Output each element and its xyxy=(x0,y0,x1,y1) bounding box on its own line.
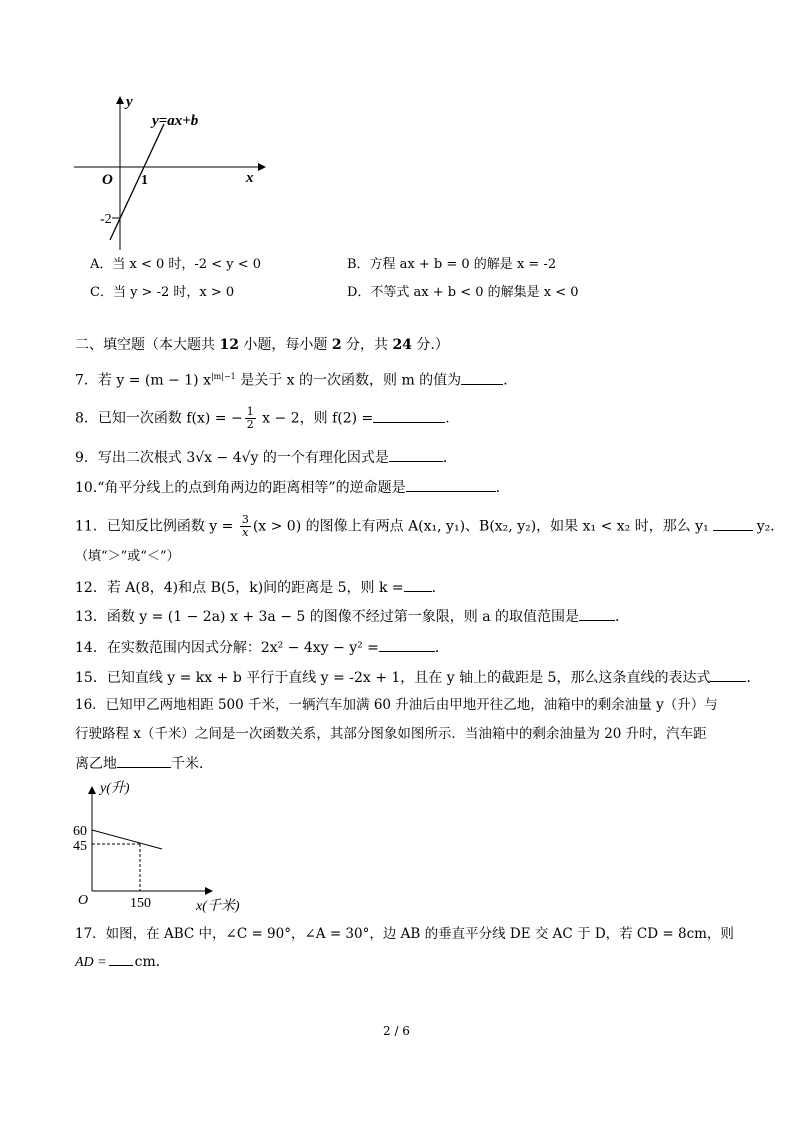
section-title: 二、填空题（本大题共 12 小题，每小题 2 分，共 24 分.） xyxy=(75,337,449,353)
tick-45: 45 xyxy=(73,839,87,854)
line-y-ax-b xyxy=(110,124,164,240)
question-11-note: （填“＞”或“＜”） xyxy=(75,549,180,564)
origin-label: O xyxy=(102,172,113,188)
answer-blank[interactable] xyxy=(710,668,746,682)
question-12: 12．若 A(8，4)和点 B(5，k)间的距离是 5，则 k = ． xyxy=(75,580,446,596)
y-axis-arrow xyxy=(88,786,96,794)
page-number: 2 / 6 xyxy=(383,1024,410,1038)
answer-blank[interactable] xyxy=(389,448,443,462)
question-16-line-3: 离乙地 千米． xyxy=(75,756,213,772)
question-16-line-1: 16．已知甲乙两地相距 500 千米，一辆汽车加满 60 升油后由甲地开往乙地，油箱中的剩余油量 y（升）与 xyxy=(75,697,718,713)
question-14: 14．在实数范围内因式分解：2x² − 4xy − y² = ． xyxy=(75,640,449,656)
question-9: 9．写出二次根式 3√x − 4√y 的一个有理化因式是 ． xyxy=(75,450,457,466)
fraction: $\frac{1}{2}$ xyxy=(246,405,254,431)
answer-blank[interactable] xyxy=(109,952,133,966)
tick-150: 150 xyxy=(130,896,151,911)
y-intercept-label: -2 xyxy=(100,212,112,227)
answer-blank[interactable] xyxy=(713,517,753,531)
question-17-line-1: 17．如图，在 ABC 中，∠C = 90°，∠A = 30°，边 AB 的垂直平分线 DE 交 AC 于 D，若 CD = 8cm，则 xyxy=(75,926,734,942)
question-10: 10.“角平分线上的点到角两边的距离相等”的逆命题是 ． xyxy=(75,480,510,496)
question-17-line-2: AD = cm． xyxy=(75,954,170,970)
x-axis-arrow xyxy=(205,887,213,895)
linear-function-graph xyxy=(68,92,268,252)
x-axis-label: x(千米) xyxy=(196,899,240,914)
origin-label: O xyxy=(78,893,89,908)
fraction: $\frac{3}{x}$ xyxy=(241,513,249,539)
line-label: y=ax+b xyxy=(152,113,199,129)
answer-blank[interactable] xyxy=(404,578,432,592)
question-16-line-2: 行驶路程 x（千米）之间是一次函数关系，其部分图象如图所示．当油箱中的剩余油量为 20 升时，汽车距 xyxy=(75,726,707,742)
y-axis-label: y(升) xyxy=(100,781,130,796)
fuel-distance-graph xyxy=(70,776,250,916)
option-a: A．当 x < 0 时，-2 < y < 0 xyxy=(90,257,262,272)
answer-blank[interactable] xyxy=(373,409,445,423)
fuel-line xyxy=(92,830,162,849)
option-d: D．不等式 ax + b < 0 的解集是 x < 0 xyxy=(347,285,579,300)
question-8: 8．已知一次函数 f(x) = − $\frac{1}{2}$ x − 2，则 f(2) = ． xyxy=(75,405,460,431)
question-13: 13．函数 y = (1 − 2a) x + 3a − 5 的图像不经过第一象限，则 a 的取值范围是 ． xyxy=(75,609,629,625)
question-15: 15．已知直线 y = kx + b 平行于直线 y = -2x + 1，且在 y 轴上的截距是 5，那么这条直线的表达式 ． xyxy=(75,670,761,686)
option-b: B．方程 ax + b = 0 的解是 x = -2 xyxy=(347,257,557,272)
x-intercept-label: 1 xyxy=(141,173,148,188)
answer-blank[interactable] xyxy=(579,607,615,621)
question-11: 11．已知反比例函数 y = $\frac{3}{x}$ (x > 0) 的图像上有两点 A(x₁, y₁)、B(x₂, y₂)，如果 x₁ < x₂ 时，那么 y₁ y₂． xyxy=(75,513,785,539)
y-axis-arrow xyxy=(116,96,124,104)
answer-blank[interactable] xyxy=(406,478,496,492)
answer-blank[interactable] xyxy=(461,371,503,385)
x-axis-label: x xyxy=(246,170,254,186)
answer-blank[interactable] xyxy=(379,638,435,652)
question-7: 7．若 y = (m − 1) $x^{|m|-1}$ 是关于 x 的一次函数，则 m 的值为 ． xyxy=(75,372,518,389)
tick-60: 60 xyxy=(73,824,87,839)
option-c: C．当 y > -2 时，x > 0 xyxy=(90,285,235,300)
answer-blank[interactable] xyxy=(117,754,171,768)
y-axis-label: y xyxy=(126,94,133,110)
x-axis-arrow xyxy=(258,163,266,171)
